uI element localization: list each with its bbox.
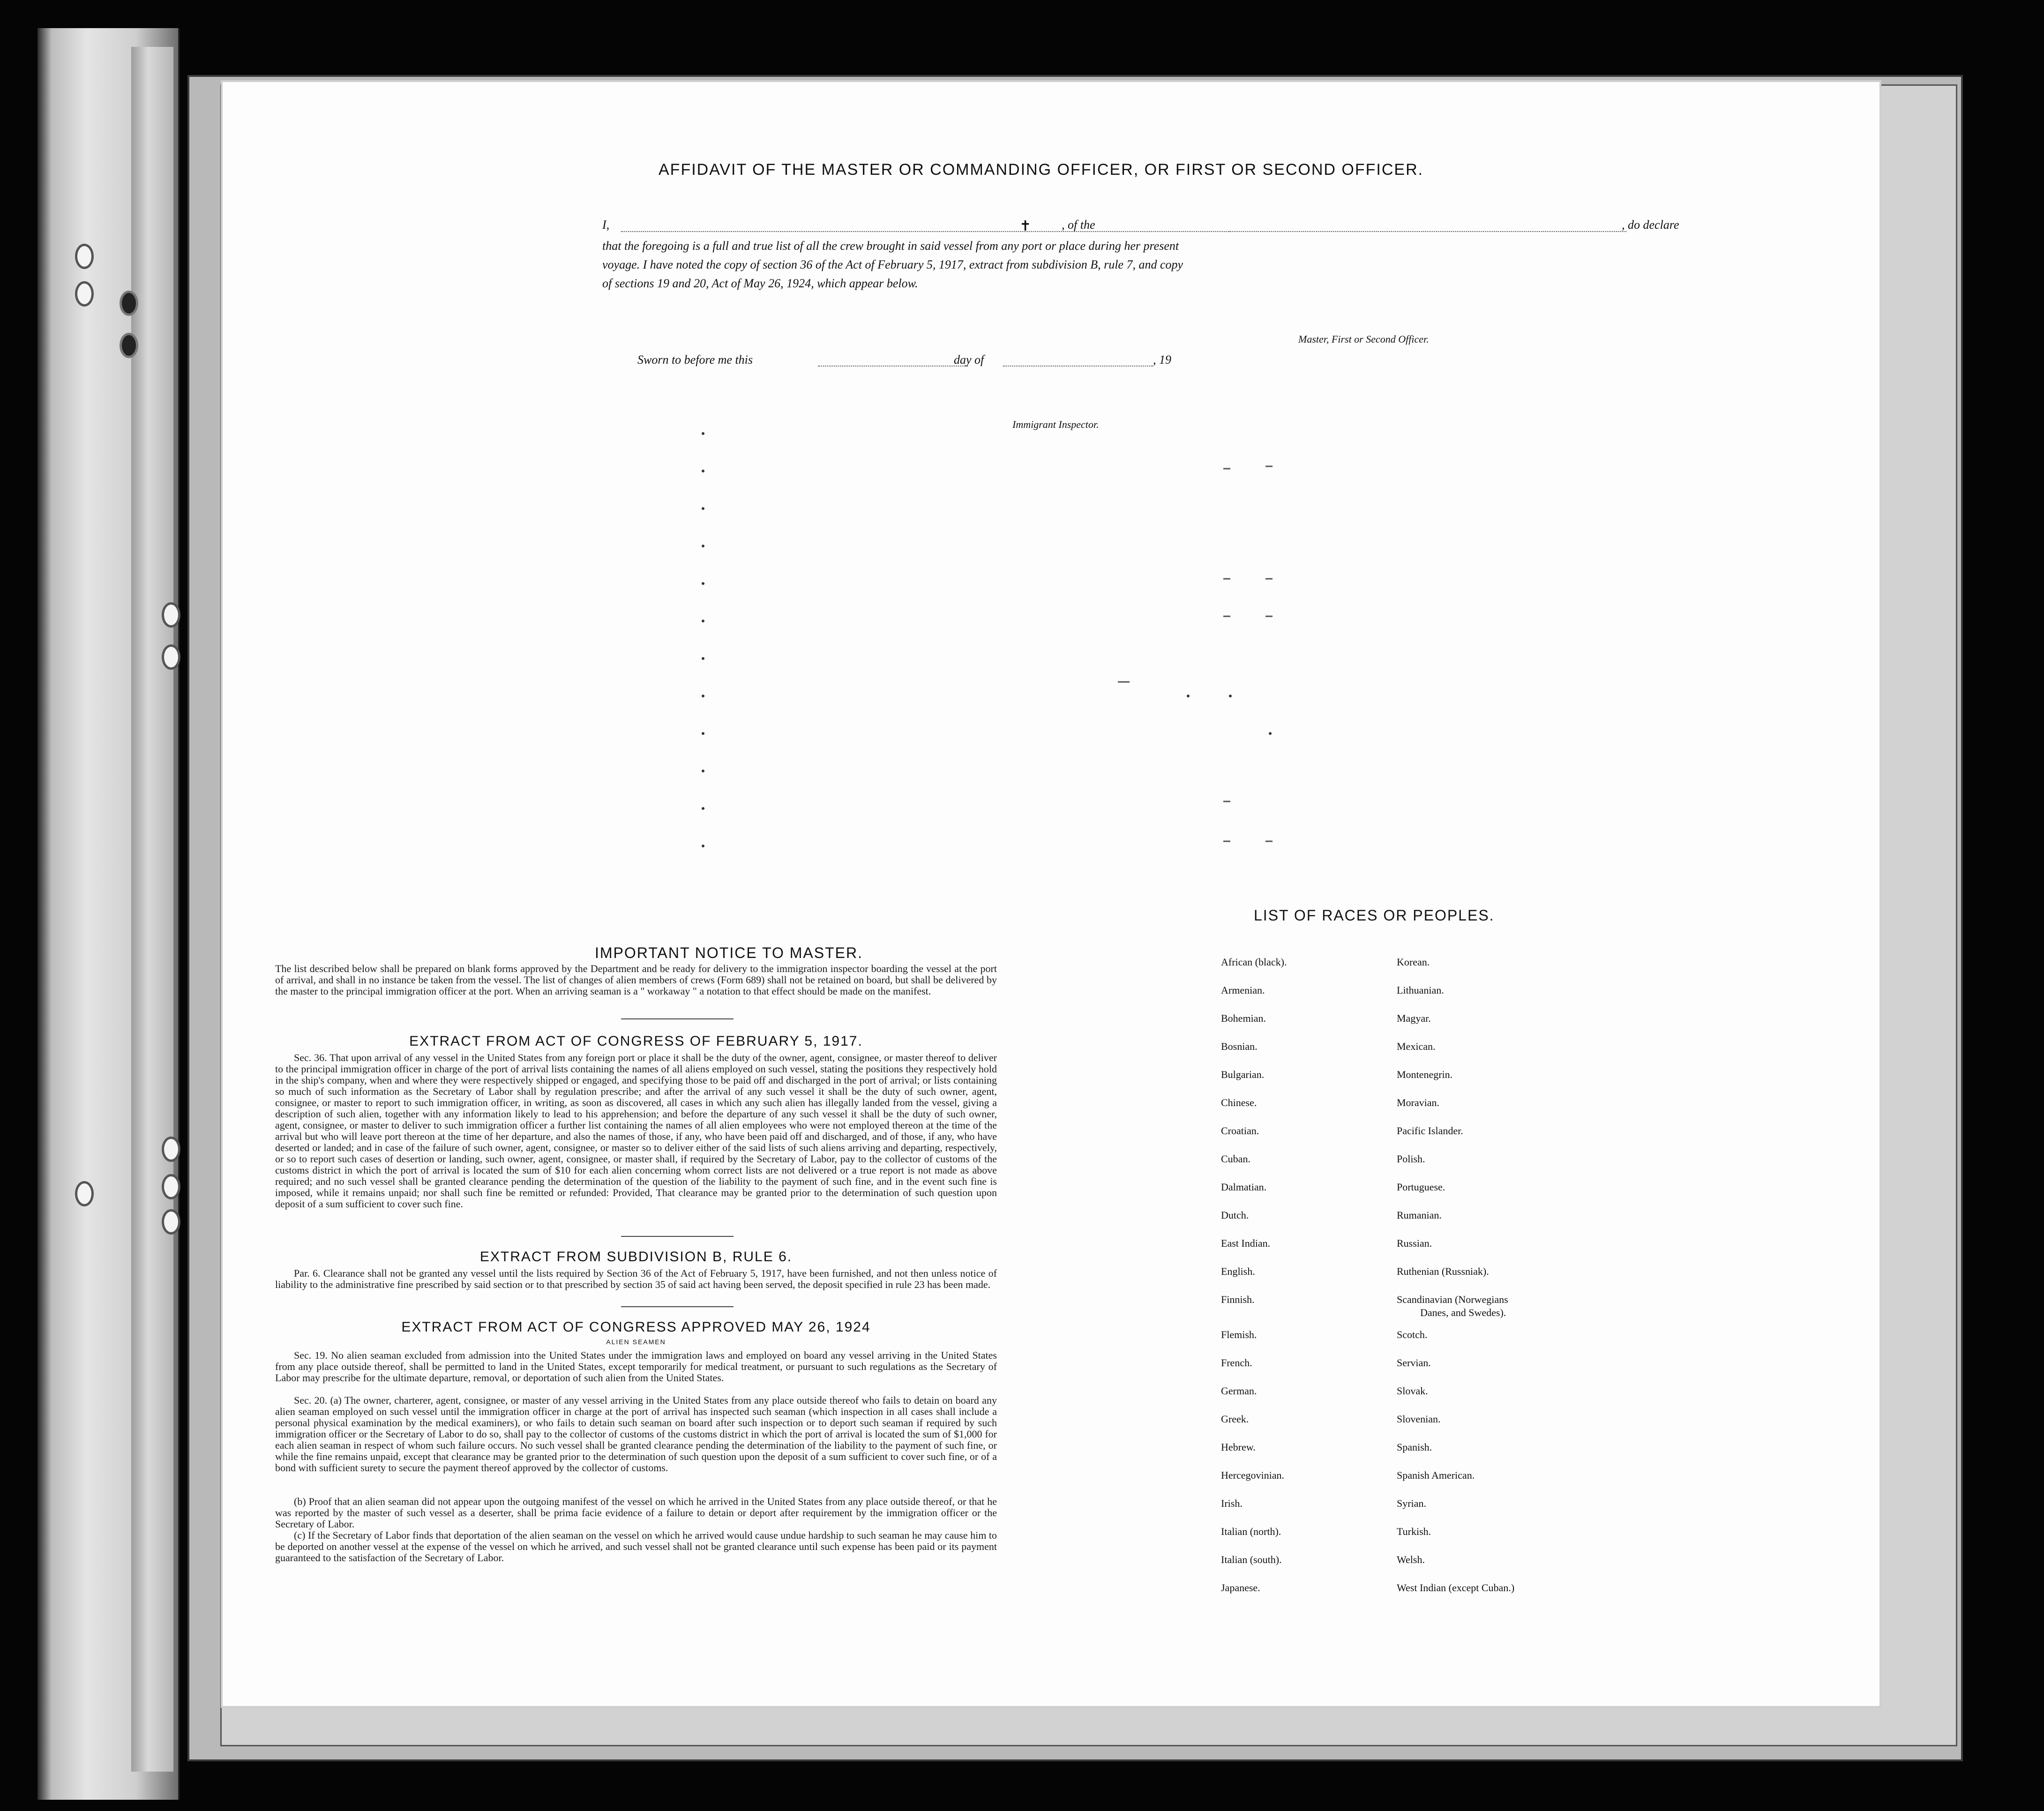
notice-title: IMPORTANT NOTICE TO MASTER. [595, 944, 863, 961]
race-item: Hebrew. [1221, 1441, 1256, 1453]
race-item: French. [1221, 1357, 1252, 1369]
binder-hole [120, 333, 138, 358]
race-item: Montenegrin. [1397, 1069, 1453, 1080]
affidavit-line-2: that the foregoing is a full and true list of all the crew brought in said vessel from any port or place during her present [602, 239, 1179, 253]
race-item: Portuguese. [1397, 1181, 1445, 1193]
extract-rule6-title: EXTRACT FROM SUBDIVISION B, RULE 6. [479, 1249, 793, 1265]
race-item: Pacific Islander. [1397, 1125, 1463, 1137]
race-item: Spanish. [1397, 1441, 1432, 1453]
binder-hole [162, 644, 180, 670]
extract-1917-text: Sec. 36. That upon arrival of any vessel in the United States from any foreign port or place it shall be the duty of the owner, agent, consignee, or master thereof to deliver to the principal immigration officer in charge of the port of arrival lists containing the names of all aliens employed on such vessel, stating the positions they respectively hold in the ship's company, when and where they were respectively shipped or engaged, and specifying those to be paid off and discharged in the port of arrival; or lists containing so much of such information as the Secretary of Labor shall by regulation prescribe; and after the arrival of any such vessel it shall be the duty of such owner, agent, consignee, or master to report to such immigration officer, in writing, as soon as discovered, all cases in which any such alien has illegally landed from the vessel, giving a description of such alien, together with any information likely to lead to his apprehension; and before the departure of any such vessel it shall be the duty of such owner, agent, consignee, or master to deliver to such immigration officer a further list containing the names of all alien employees who were not employed thereon at the time of the arrival but who will leave port thereon at the time of her departure, and also the names of those, if any, who have been paid off and discharged, and of those, if any, who have deserted or landed; and in case of the failure of such owner, agent, consignee, or master so to deliver either of the said lists of such aliens arriving and departing, respectively, or so to report such cases of desertion or landing, such owner, agent, consignee, or master shall, if required by the Secretary of Labor, pay to the collector of customs of the customs district in which the port of arrival is located the sum of $10 for each alien concerning whom correct lists are not delivered or a true report is not made as above required; and no such vessel shall be granted clearance pending the determination of the question of the liability to the payment of such fine, and in the event such fine is imposed, while it remains unpaid; nor shall such fine be remitted or refunded: Provided, That clearance may be granted prior to the determination of such question upon deposit of a sum sufficient to cover such fine. [275, 1052, 997, 1210]
affidavit-title: AFFIDAVIT OF THE MASTER OR COMMANDING OFFICER, OR FIRST OR SECOND OFFICER. [659, 161, 1424, 179]
race-item: Magyar. [1397, 1012, 1431, 1024]
affidavit-line-declare: , do declare [1622, 218, 1679, 232]
race-item: Japanese. [1221, 1582, 1260, 1594]
divider [621, 1236, 734, 1237]
race-item: Hercegovinian. [1221, 1469, 1284, 1481]
sworn-label: Sworn to before me this [637, 353, 753, 367]
race-item: English. [1221, 1265, 1255, 1277]
races-title: LIST OF RACES OR PEOPLES. [1254, 907, 1495, 924]
race-item: Croatian. [1221, 1125, 1259, 1137]
master-signature-label: Master, First or Second Officer. [1298, 333, 1429, 345]
race-item: Dalmatian. [1221, 1181, 1267, 1193]
binder-hole [162, 1137, 180, 1162]
race-item: Servian. [1397, 1357, 1431, 1369]
extract-1924-subtitle: ALIEN SEAMEN [606, 1338, 666, 1346]
affidavit-line-of-the: , of the [1062, 218, 1095, 232]
binder-hole [162, 1174, 180, 1199]
affidavit-line-3: voyage. I have noted the copy of section 36 of the Act of February 5, 1917, extract from subdivision B, rule 7, and copy [602, 258, 1183, 271]
affidavit-line-4: of sections 19 and 20, Act of May 26, 1924, which appear below. [602, 277, 918, 290]
year-label: , 19 [1153, 353, 1171, 367]
race-item: Bosnian. [1221, 1040, 1258, 1052]
race-item: Turkish. [1397, 1526, 1431, 1537]
binder-hole [162, 1209, 180, 1235]
race-item: Finnish. [1221, 1294, 1255, 1305]
race-item: Greek. [1221, 1413, 1249, 1425]
race-item: Armenian. [1221, 984, 1265, 996]
race-item: Mexican. [1397, 1040, 1436, 1052]
affidavit-line-i: I, [602, 218, 610, 232]
cross-mark: ✝ [1019, 218, 1032, 234]
binder-hole [120, 291, 138, 316]
day-of-label: day of [954, 353, 984, 367]
race-item: Chinese. [1221, 1097, 1257, 1108]
race-item: Bohemian. [1221, 1012, 1266, 1024]
race-item: Flemish. [1221, 1329, 1257, 1340]
binder-hole [75, 1181, 94, 1206]
binder-hole [75, 244, 94, 269]
race-item: Polish. [1397, 1153, 1425, 1165]
divider [621, 1306, 734, 1307]
race-item-continuation: Danes, and Swedes). [1420, 1307, 1506, 1318]
race-item: East Indian. [1221, 1237, 1271, 1249]
binder-hole [75, 281, 94, 307]
sec20b-text: (b) Proof that an alien seaman did not appear upon the outgoing manifest of the vessel on which he arrived in the United States from any place outside thereof, or that he was reported by the master of such vessel as a deserter, shall be prima facie evidence of a failure to detain or deport after requirement by the immigration officer or the Secretary of Labor. [275, 1496, 997, 1530]
race-item: Lithuanian. [1397, 984, 1444, 996]
immigrant-inspector-label: Immigrant Inspector. [1012, 419, 1099, 430]
race-item: Scandinavian (Norwegians [1397, 1294, 1508, 1305]
race-item: Spanish American. [1397, 1469, 1475, 1481]
race-item: Moravian. [1397, 1097, 1440, 1108]
race-item: Korean. [1397, 956, 1430, 968]
binder-hole [162, 602, 180, 628]
sec20c-text: (c) If the Secretary of Labor finds that deportation of the alien seaman on the vessel on which he arrived would cause undue hardship to such seaman he may cause him to be deported on another vessel at the expense of the vessel on which he arrived, and such vessel shall not be granted clearance until such expense has been paid or its payment guaranteed to the satisfaction of the Secretary of Labor. [275, 1529, 997, 1564]
sec20a-text: Sec. 20. (a) The owner, charterer, agent, consignee, or master of any vessel arriving in the United States from any place outside thereof who fails to detain on board any alien seaman employed on such vessel until the immigration officer in charge at the port of arrival has inspected such seaman (which inspection in all cases shall include a personal physical examination by the medical examiners), or who fails to detain such seaman on board after such inspection or to deport such seaman if required by such immigration officer or the Secretary of Labor to do so, shall pay to the collector of customs of the customs district in which the port of arrival is located the sum of $1,000 for each alien seaman in respect of whom such failure occurs. No such vessel shall be granted clearance pending the determination of the liability to the payment of such fine, or while the fine remains unpaid, except that clearance may be granted prior to the determination of such question upon the deposit of a sum sufficient to cover such fine, or of a bond with sufficient surety to secure the payment thereof approved by the collector of customs. [275, 1394, 997, 1474]
sec19-text: Sec. 19. No alien seaman excluded from admission into the United States under the immigration laws and employed on board any vessel arriving in the United States from any place outside thereof, shall be permitted to land in the United States, except temporarily for medical treatment, or pursuant to such regulations as the Secretary of Labor may prescribe for the ultimate departure, removal, or deportation of such alien from the United States. [275, 1349, 997, 1384]
race-item: Cuban. [1221, 1153, 1250, 1165]
race-item: Rumanian. [1397, 1209, 1442, 1221]
extract-1917-title: EXTRACT FROM ACT OF CONGRESS OF FEBRUARY 5, 1917. [409, 1033, 863, 1049]
race-item: Dutch. [1221, 1209, 1249, 1221]
race-item: Syrian. [1397, 1497, 1426, 1509]
race-item: Bulgarian. [1221, 1069, 1265, 1080]
race-item: Welsh. [1397, 1554, 1425, 1565]
race-item: Ruthenian (Russniak). [1397, 1265, 1489, 1277]
race-item: German. [1221, 1385, 1257, 1397]
race-item: Slovak. [1397, 1385, 1428, 1397]
document-sheet [223, 82, 1879, 1706]
extract-1924-title: EXTRACT FROM ACT OF CONGRESS APPROVED MAY 26, 1924 [401, 1319, 871, 1335]
race-item: African (black). [1221, 956, 1287, 968]
race-item: Scotch. [1397, 1329, 1428, 1340]
race-item: West Indian (except Cuban.) [1397, 1582, 1515, 1594]
race-item: Italian (south). [1221, 1554, 1282, 1565]
race-item: Italian (north). [1221, 1526, 1281, 1537]
notice-text: The list described below shall be prepared on blank forms approved by the Department and be ready for delivery to the immigration inspector boarding the vessel at the port of arrival, and shall in no instance be taken from the vessel. The list of changes of alien members of crews (Form 689) shall not be retained on board, but shall be delivered by the master to the principal immigration officer at the port. When an arriving seaman is a " workaway " a notation to that effect should be made on the manifest. [275, 963, 997, 997]
extract-rule6-text: Par. 6. Clearance shall not be granted any vessel until the lists required by Section 36 of the Act of February 5, 1917, have been furnished, and not then unless notice of liability to the administrative fine prescribed by said section or to that prescribed by section 35 of said act having been served, the deposit specified in rule 23 has been made. [275, 1267, 997, 1290]
race-item: Slovenian. [1397, 1413, 1441, 1425]
race-item: Russian. [1397, 1237, 1432, 1249]
divider [621, 1018, 734, 1019]
race-item: Irish. [1221, 1497, 1243, 1509]
faint-grid-marks [223, 82, 1879, 926]
